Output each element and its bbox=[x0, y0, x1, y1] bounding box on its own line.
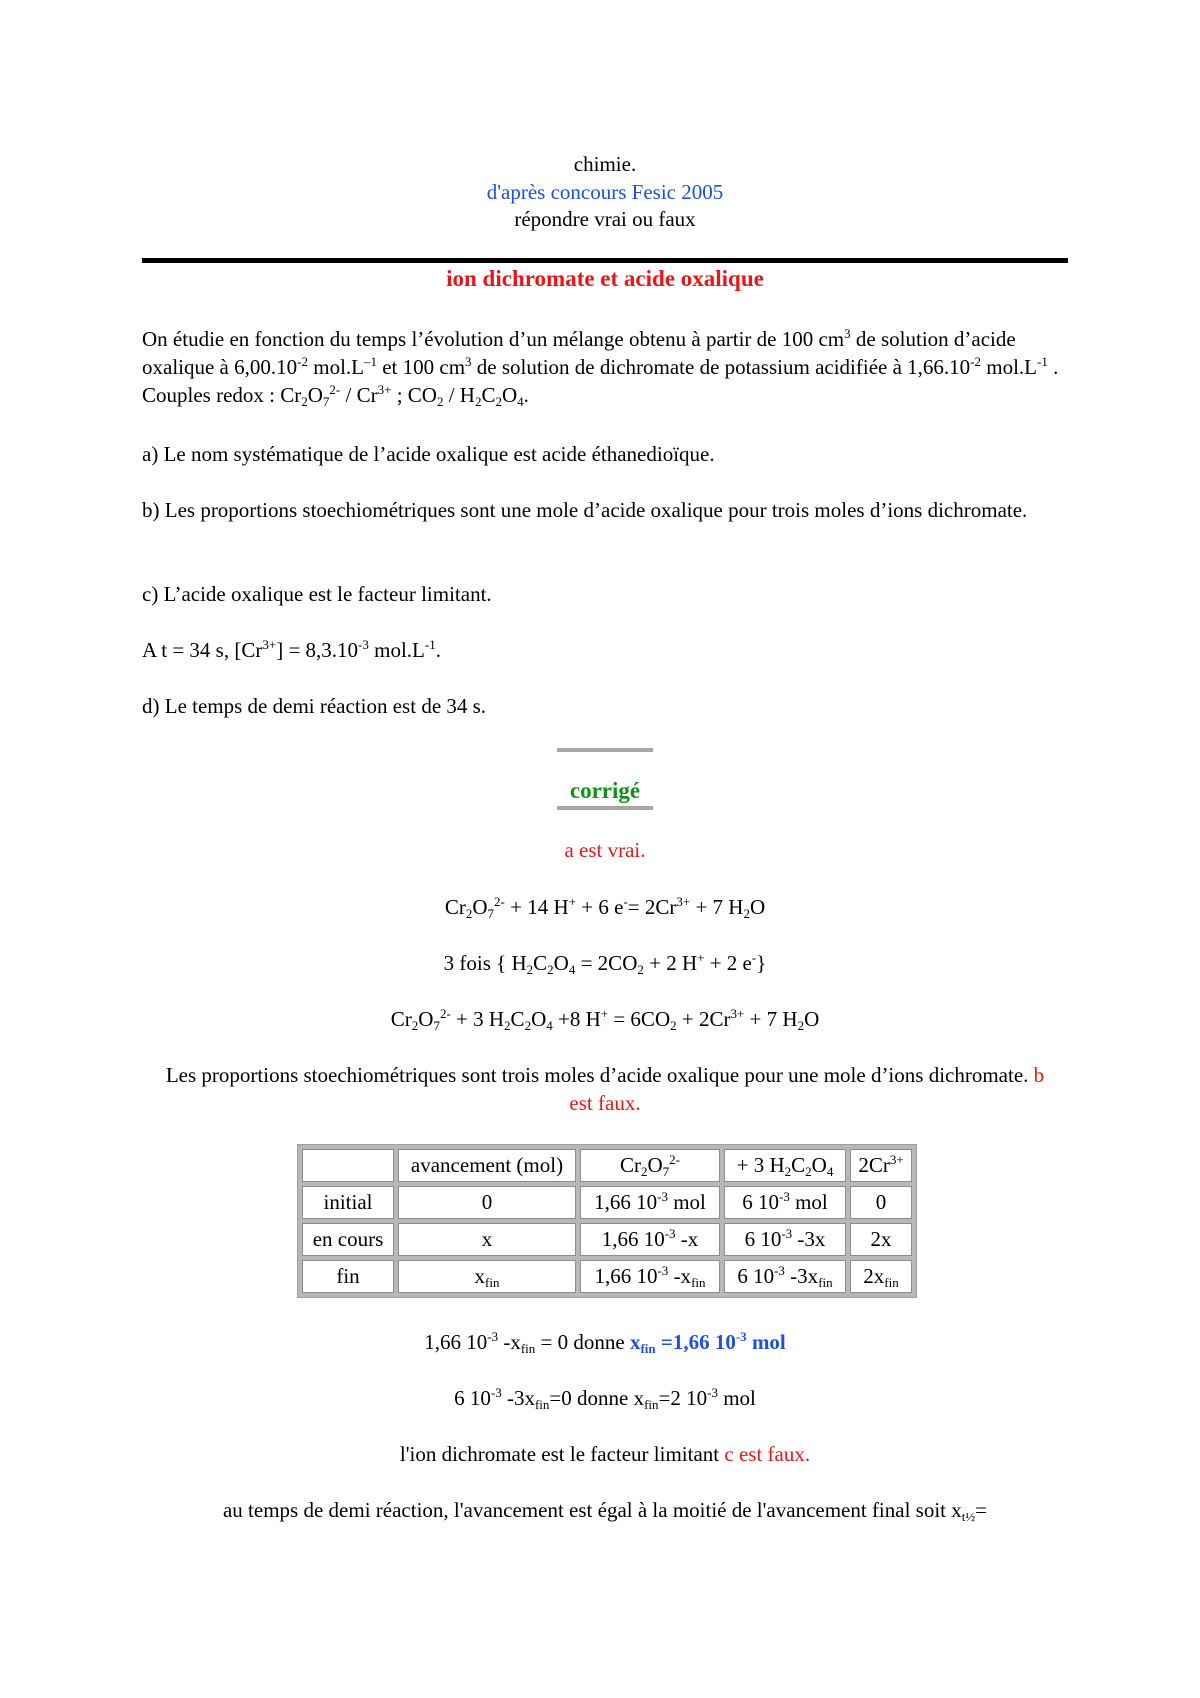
table-row bbox=[302, 1149, 912, 1182]
separator-top bbox=[557, 748, 653, 752]
question-c: c) L’acide oxalique est le facteur limitant. bbox=[142, 582, 492, 606]
answer-b: b est faux. bbox=[569, 1063, 1045, 1115]
table-cell: avancement (mol) bbox=[398, 1149, 576, 1182]
limiting-reagent: l'ion dichromate est le facteur limitant c est faux. bbox=[399, 1442, 811, 1466]
table-cell: en cours bbox=[302, 1223, 394, 1256]
table-cell: 0 bbox=[850, 1186, 912, 1219]
table-row bbox=[302, 1260, 912, 1293]
xfin-oxalic: 6 $10^{-3}$ $-3x_{fin}=0$ donne $x_{fin}=2$ $10^{-3}$ mol bbox=[454, 1385, 756, 1412]
table-cell: 1,66 $10^{-3}$ $-x_{fin}$ bbox=[580, 1260, 720, 1293]
separator-bottom bbox=[557, 806, 653, 810]
stoechiometry-paragraph: Les proportions stoechiométriques sont trois moles d’acide oxalique pour une mole d’ions dichromate. b est faux. bbox=[165, 1063, 1045, 1115]
intro-paragraph: On étudie en fonction du temps l’évolution d’un mélange obtenu à partir de 100 $cm^3$ de solution d’acide oxalique à $6,00.10^{-2}$ $mol.L^{-1}$ et 100 $cm^3$ de solution de dichromate de potassium acidifiée à $1,66.10^{-2}$ $mol.L^{-1}$ . Couples redox : $Cr_2O_7^{2-} / Cr^{3+}$ ; $CO_2 / H_2C_2O_4$. bbox=[142, 326, 1059, 409]
global-equation: $Cr_2O_7^{2-} + 3$ $H_2C_2O_4 +8$ $H^+ = 6CO_2 + 2Cr^{3+} + 7$ $H_2O$ bbox=[390, 1006, 820, 1033]
table-row bbox=[302, 1223, 912, 1256]
table-cell: + 3 $H_2C_2O_4$ bbox=[724, 1149, 846, 1182]
question-b: b) Les proportions stoechiométriques sont une mole d’acide oxalique pour trois moles d’ions dichromate. bbox=[142, 498, 1028, 522]
table-cell: 6 $10^{-3}$ $-3x_{fin}$ bbox=[724, 1260, 846, 1293]
question-d: d) Le temps de demi réaction est de 34 s. bbox=[142, 694, 487, 718]
table-cell: 6 $10^{-3}$ -3x bbox=[724, 1223, 846, 1256]
page-title: ion dichromate et acide oxalique bbox=[446, 266, 764, 291]
table-cell: initial bbox=[302, 1186, 394, 1219]
half-equation-dichromate: $Cr_2O_7^{2-} + 14$ H+ + 6 $e^-= 2Cr^{3+} + 7$ $H_2O$ bbox=[444, 894, 766, 921]
progress-table bbox=[297, 1144, 917, 1298]
half-reaction-statement: au temps de demi réaction, l'avancement est égal à la moitié de l'avancement final soit $x_{t\frac{1}{2}}=$ bbox=[222, 1498, 987, 1524]
table-cell: 1,66 $10^{-3}$ -x bbox=[580, 1223, 720, 1256]
table-cell: 2x bbox=[850, 1223, 912, 1256]
corrige-heading: corrigé bbox=[569, 778, 641, 803]
table-cell: $2x_{fin}$ bbox=[850, 1260, 912, 1293]
question-a: a) Le nom systématique de l’acide oxalique est acide éthanedioïque. bbox=[142, 442, 715, 466]
table-cell: $2Cr^{3+}$ bbox=[850, 1149, 912, 1182]
answer-c: c est faux. bbox=[724, 1442, 811, 1466]
answer-a: a est vrai. bbox=[564, 838, 646, 862]
table-row bbox=[302, 1186, 912, 1219]
table-cell: $Cr_2O_7^{2-}$ bbox=[580, 1149, 720, 1182]
table-cell: fin bbox=[302, 1260, 394, 1293]
horizontal-rule bbox=[142, 258, 1068, 263]
header-subject: chimie. bbox=[573, 152, 637, 176]
data-statement: A t = 34 s, $[Cr^{3+}] = 8,3.10^{-3}$ $mol.L^{-1}$. bbox=[142, 637, 441, 662]
table-cell bbox=[302, 1149, 394, 1182]
header-instruction: répondre vrai ou faux bbox=[514, 207, 696, 231]
table-cell: 6 $10^{-3}$ mol bbox=[724, 1186, 846, 1219]
half-equation-oxalic: 3 fois { $H_2C_2O_4 = 2CO_2 + 2$ H+ + 2 e-} bbox=[443, 950, 767, 977]
table-cell: $x_{fin}$ bbox=[398, 1260, 576, 1293]
table-cell: x bbox=[398, 1223, 576, 1256]
xfin-dichromate: 1,66 $10^{-3}$ $-x_{fin} = 0$ donne $x_{fin} =1,66$ $10^{-3}$ mol bbox=[424, 1329, 786, 1356]
header-source: d'après concours Fesic 2005 bbox=[486, 180, 724, 204]
table-cell: 1,66 $10^{-3}$ mol bbox=[580, 1186, 720, 1219]
table-cell: 0 bbox=[398, 1186, 576, 1219]
